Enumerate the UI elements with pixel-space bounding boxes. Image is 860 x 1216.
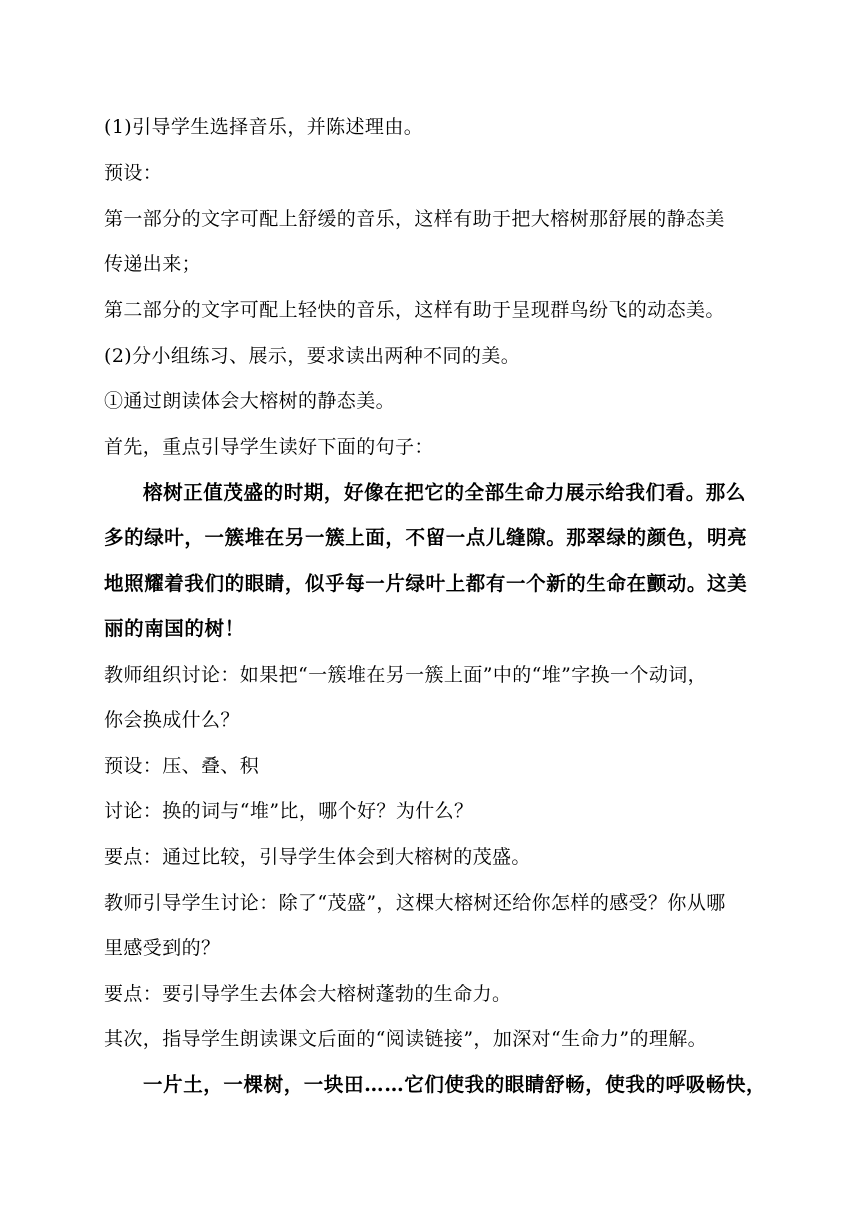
text-line-first-guide: 首先，重点引导学生读好下面的句子： bbox=[104, 436, 434, 458]
text-line-teacher-guide-feeling-cont: 里感受到的？ bbox=[104, 937, 221, 959]
text-line-music-choice: (1)引导学生选择音乐，并陈述理由。 bbox=[104, 116, 424, 138]
text-line-teacher-discussion-cont: 你会换成什么？ bbox=[104, 709, 240, 731]
text-line-preset-words: 预设：压、叠、积 bbox=[104, 755, 260, 777]
text-line-teacher-discussion: 教师组织讨论：如果把“一簇堆在另一簇上面”中的“堆”字换一个动词， bbox=[104, 664, 708, 686]
text-line-static-beauty: ①通过朗读体会大榕树的静态美。 bbox=[104, 390, 396, 412]
text-line-key-point-lush: 要点：通过比较，引导学生体会到大榕树的茂盛。 bbox=[104, 846, 531, 868]
text-line-discussion-compare: 讨论：换的词与“堆”比，哪个好？为什么？ bbox=[104, 800, 474, 822]
quote-line-3: 地照耀着我们的眼睛，似乎每一片绿叶上都有一个新的生命在颤动。这美 bbox=[104, 572, 748, 595]
text-line-key-point-vitality: 要点：要引导学生去体会大榕树蓬勃的生命力。 bbox=[104, 983, 512, 1005]
text-line-preset-label: 预设： bbox=[104, 162, 163, 184]
text-line-group-practice: (2)分小组练习、展示，要求读出两种不同的美。 bbox=[104, 345, 521, 367]
text-line-part-two-music: 第二部分的文字可配上轻快的音乐，这样有助于呈现群鸟纷飞的动态美。 bbox=[104, 299, 725, 321]
text-line-teacher-guide-feeling: 教师引导学生讨论：除了“茂盛”，这棵大榕树还给你怎样的感受？你从哪 bbox=[104, 892, 726, 914]
text-line-part-one-music-cont: 传递出来； bbox=[104, 253, 202, 275]
quote-line-reading-link: 一片土，一棵树，一块田……它们使我的眼睛舒畅，使我的呼吸畅快， bbox=[143, 1073, 767, 1096]
quote-line-2: 多的绿叶，一簇堆在另一簇上面，不留一点儿缝隙。那翠绿的颜色，明亮 bbox=[104, 526, 748, 549]
text-line-reading-link: 其次，指导学生朗读课文后面的“阅读链接”，加深对“生命力”的理解。 bbox=[104, 1028, 708, 1050]
quote-line-4: 丽的南国的树！ bbox=[104, 617, 245, 640]
quote-line-1: 榕树正值茂盛的时期，好像在把它的全部生命力展示给我们看。那么 bbox=[143, 481, 747, 504]
text-line-part-one-music: 第一部分的文字可配上舒缓的音乐，这样有助于把大榕树那舒展的静态美 bbox=[104, 208, 725, 230]
